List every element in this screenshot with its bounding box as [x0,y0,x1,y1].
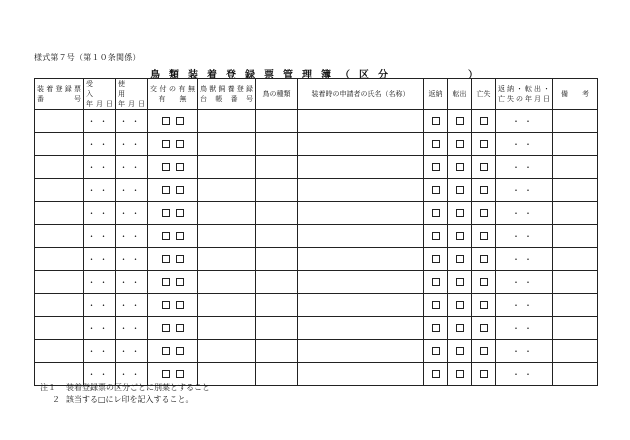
issuance-yes-checkbox[interactable] [162,232,170,240]
issuance-yes-checkbox[interactable] [162,324,170,332]
cell-permit-ledger-number[interactable] [198,133,256,156]
cell-received-date[interactable]: ・・ [84,156,116,179]
cell-species[interactable] [256,133,298,156]
cell-remarks[interactable] [553,110,598,133]
cell-transferred [448,248,472,271]
cell-applicant-name[interactable] [298,271,424,294]
cell-transferred [448,156,472,179]
cell-remarks[interactable] [553,202,598,225]
transferred-checkbox[interactable] [456,370,464,378]
returned-checkbox[interactable] [432,232,440,240]
table-row [35,225,598,248]
returned-checkbox[interactable] [432,324,440,332]
issuance-yes-checkbox[interactable] [162,140,170,148]
issuance-no-checkbox[interactable] [176,140,184,148]
died-checkbox[interactable] [480,347,488,355]
cell-received-date[interactable]: ・・ [84,294,116,317]
table-row [35,340,598,363]
cell-transferred [448,225,472,248]
cell-transferred [448,202,472,225]
died-checkbox[interactable] [480,186,488,194]
col-permit-ledger-number: 鳥獣飼養登録 台帳番号 [198,79,256,110]
cell-received-date[interactable]: ・・ [84,271,116,294]
cell-issuance [148,340,198,363]
cell-returned [424,248,448,271]
issuance-yes-checkbox[interactable] [162,301,170,309]
cell-species[interactable] [256,363,298,386]
cell-species[interactable] [256,317,298,340]
issuance-no-checkbox[interactable] [176,370,184,378]
cell-used-date[interactable]: ・・ [116,294,148,317]
cell-died [472,340,496,363]
cell-return-date[interactable]: ・・ [496,110,553,133]
col-used-date: 使 用 年月日 [116,79,148,110]
cell-remarks[interactable] [553,271,598,294]
cell-received-date[interactable]: ・・ [84,179,116,202]
cell-permit-ledger-number[interactable] [198,110,256,133]
cell-died [472,363,496,386]
transferred-checkbox[interactable] [456,255,464,263]
cell-species[interactable] [256,271,298,294]
returned-checkbox[interactable] [432,186,440,194]
cell-remarks[interactable] [553,363,598,386]
cell-applicant-name[interactable] [298,179,424,202]
issuance-no-checkbox[interactable] [176,117,184,125]
cell-registration-number[interactable] [35,294,84,317]
cell-returned [424,340,448,363]
form-number: 様式第７号（第１０条関係） [34,53,141,62]
issuance-yes-checkbox[interactable] [162,186,170,194]
col-died: 亡失 [472,79,496,110]
header-row [35,79,598,110]
cell-received-date[interactable]: ・・ [84,133,116,156]
died-checkbox[interactable] [480,255,488,263]
table-row [35,156,598,179]
cell-return-date[interactable]: ・・ [496,156,553,179]
cell-registration-number[interactable] [35,248,84,271]
cell-received-date[interactable]: ・・ [84,225,116,248]
col-species: 鳥の種類 [256,79,298,110]
cell-species[interactable] [256,225,298,248]
cell-issuance [148,179,198,202]
issuance-no-checkbox[interactable] [176,186,184,194]
col-received-date: 受 入 年月日 [84,79,116,110]
cell-transferred [448,110,472,133]
table-row [35,179,598,202]
cell-return-date[interactable]: ・・ [496,202,553,225]
table-row [35,248,598,271]
cell-died [472,110,496,133]
issuance-no-checkbox[interactable] [176,301,184,309]
col-issuance: 交付の有無 有 無 [148,79,198,110]
cell-species[interactable] [256,156,298,179]
table-row [35,271,598,294]
cell-registration-number[interactable] [35,110,84,133]
cell-received-date[interactable]: ・・ [84,248,116,271]
table-row [35,110,598,133]
cell-return-date[interactable]: ・・ [496,133,553,156]
title-close-paren: ） [468,70,478,81]
cell-applicant-name[interactable] [298,363,424,386]
cell-issuance [148,202,198,225]
returned-checkbox[interactable] [432,347,440,355]
cell-permit-ledger-number[interactable] [198,317,256,340]
cell-return-date[interactable]: ・・ [496,225,553,248]
col-return-date: 返納・転出・ 亡失の年月日 [496,79,553,110]
died-checkbox[interactable] [480,117,488,125]
transferred-checkbox[interactable] [456,140,464,148]
cell-used-date[interactable]: ・・ [116,271,148,294]
returned-checkbox[interactable] [432,163,440,171]
died-checkbox[interactable] [480,301,488,309]
cell-registration-number[interactable] [35,133,84,156]
cell-species[interactable] [256,202,298,225]
transferred-checkbox[interactable] [456,324,464,332]
issuance-no-checkbox[interactable] [176,324,184,332]
cell-issuance [148,248,198,271]
died-checkbox[interactable] [480,209,488,217]
returned-checkbox[interactable] [432,278,440,286]
cell-permit-ledger-number[interactable] [198,225,256,248]
cell-transferred [448,363,472,386]
cell-permit-ledger-number[interactable] [198,179,256,202]
cell-return-date[interactable]: ・・ [496,271,553,294]
cell-used-date[interactable]: ・・ [116,110,148,133]
cell-registration-number[interactable] [35,317,84,340]
cell-remarks[interactable] [553,294,598,317]
col-registration-number: 装着登録票 番 号 [35,79,84,110]
cell-remarks[interactable] [553,225,598,248]
cell-received-date[interactable]: ・・ [84,363,116,386]
cell-species[interactable] [256,294,298,317]
cell-issuance [148,294,198,317]
cell-died [472,225,496,248]
cell-applicant-name[interactable] [298,156,424,179]
cell-died [472,271,496,294]
died-checkbox[interactable] [480,232,488,240]
cell-returned [424,317,448,340]
cell-used-date[interactable]: ・・ [116,340,148,363]
table-row [35,294,598,317]
cell-return-date[interactable]: ・・ [496,363,553,386]
transferred-checkbox[interactable] [456,163,464,171]
issuance-yes-checkbox[interactable] [162,209,170,217]
table-row [35,202,598,225]
cell-issuance [148,271,198,294]
cell-species[interactable] [256,110,298,133]
cell-registration-number[interactable] [35,271,84,294]
cell-remarks[interactable] [553,317,598,340]
notes [40,382,210,406]
cell-died [472,133,496,156]
note-2: ２ 該当する□にレ印を記入すること。 [52,395,194,404]
cell-received-date[interactable]: ・・ [84,202,116,225]
died-checkbox[interactable] [480,370,488,378]
cell-died [472,202,496,225]
cell-used-date[interactable]: ・・ [116,363,148,386]
cell-died [472,156,496,179]
cell-returned [424,110,448,133]
returned-checkbox[interactable] [432,209,440,217]
died-checkbox[interactable] [480,140,488,148]
issuance-no-checkbox[interactable] [176,255,184,263]
cell-used-date[interactable]: ・・ [116,248,148,271]
col-returned: 返納 [424,79,448,110]
cell-return-date[interactable]: ・・ [496,340,553,363]
cell-issuance [148,317,198,340]
cell-issuance [148,225,198,248]
cell-transferred [448,294,472,317]
issuance-yes-checkbox[interactable] [162,278,170,286]
issuance-yes-checkbox[interactable] [162,347,170,355]
transferred-checkbox[interactable] [456,186,464,194]
issuance-yes-checkbox[interactable] [162,255,170,263]
cell-returned [424,294,448,317]
cell-applicant-name[interactable] [298,294,424,317]
cell-returned [424,133,448,156]
cell-transferred [448,179,472,202]
cell-returned [424,271,448,294]
issuance-yes-checkbox[interactable] [162,117,170,125]
cell-died [472,317,496,340]
issuance-no-checkbox[interactable] [176,347,184,355]
cell-returned [424,179,448,202]
transferred-checkbox[interactable] [456,347,464,355]
cell-return-date[interactable]: ・・ [496,317,553,340]
transferred-checkbox[interactable] [456,232,464,240]
issuance-yes-checkbox[interactable] [162,163,170,171]
cell-used-date[interactable]: ・・ [116,133,148,156]
table-row [35,133,598,156]
returned-checkbox[interactable] [432,255,440,263]
cell-return-date[interactable]: ・・ [496,248,553,271]
cell-transferred [448,271,472,294]
cell-used-date[interactable]: ・・ [116,317,148,340]
cell-transferred [448,133,472,156]
transferred-checkbox[interactable] [456,301,464,309]
cell-remarks[interactable] [553,179,598,202]
col-transferred: 転出 [448,79,472,110]
title-text: 鳥類装着登録票管理簿（区分 [150,70,397,81]
cell-died [472,294,496,317]
cell-died [472,179,496,202]
cell-registration-number[interactable] [35,202,84,225]
cell-remarks[interactable] [553,156,598,179]
issuance-no-checkbox[interactable] [176,163,184,171]
issuance-yes-checkbox[interactable] [162,370,170,378]
cell-registration-number[interactable] [35,156,84,179]
cell-received-date[interactable]: ・・ [84,340,116,363]
cell-remarks[interactable] [553,340,598,363]
died-checkbox[interactable] [480,324,488,332]
cell-used-date[interactable]: ・・ [116,179,148,202]
returned-checkbox[interactable] [432,370,440,378]
register-body [35,110,598,386]
died-checkbox[interactable] [480,163,488,171]
cell-used-date[interactable]: ・・ [116,225,148,248]
cell-return-date[interactable]: ・・ [496,179,553,202]
transferred-checkbox[interactable] [456,209,464,217]
returned-checkbox[interactable] [432,117,440,125]
cell-registration-number[interactable] [35,225,84,248]
cell-returned [424,363,448,386]
cell-received-date[interactable]: ・・ [84,317,116,340]
transferred-checkbox[interactable] [456,117,464,125]
cell-applicant-name[interactable] [298,202,424,225]
cell-applicant-name[interactable] [298,133,424,156]
cell-issuance [148,156,198,179]
issuance-no-checkbox[interactable] [176,209,184,217]
cell-return-date[interactable]: ・・ [496,294,553,317]
cell-used-date[interactable]: ・・ [116,202,148,225]
cell-permit-ledger-number[interactable] [198,271,256,294]
cell-applicant-name[interactable] [298,225,424,248]
cell-species[interactable] [256,179,298,202]
cell-received-date[interactable]: ・・ [84,110,116,133]
cell-remarks[interactable] [553,133,598,156]
col-remarks: 備 考 [553,79,598,110]
cell-died [472,248,496,271]
cell-permit-ledger-number[interactable] [198,294,256,317]
cell-remarks[interactable] [553,248,598,271]
died-checkbox[interactable] [480,278,488,286]
cell-transferred [448,340,472,363]
cell-applicant-name[interactable] [298,248,424,271]
cell-applicant-name[interactable] [298,110,424,133]
table-row [35,317,598,340]
cell-registration-number[interactable] [35,340,84,363]
cell-applicant-name[interactable] [298,340,424,363]
cell-issuance [148,133,198,156]
cell-permit-ledger-number[interactable] [198,202,256,225]
cell-permit-ledger-number[interactable] [198,156,256,179]
cell-registration-number[interactable] [35,179,84,202]
issuance-no-checkbox[interactable] [176,232,184,240]
issuance-no-checkbox[interactable] [176,278,184,286]
returned-checkbox[interactable] [432,301,440,309]
cell-applicant-name[interactable] [298,317,424,340]
returned-checkbox[interactable] [432,140,440,148]
transferred-checkbox[interactable] [456,278,464,286]
cell-issuance [148,110,198,133]
cell-permit-ledger-number[interactable] [198,248,256,271]
cell-returned [424,156,448,179]
cell-returned [424,225,448,248]
cell-permit-ledger-number[interactable] [198,340,256,363]
cell-transferred [448,317,472,340]
cell-used-date[interactable]: ・・ [116,156,148,179]
register-table [34,78,598,386]
note-1: 注１ 装着登録票の区分ごとに別葉とすること [40,383,210,392]
col-applicant-name: 装着時の申請者の氏名（名称） [298,79,424,110]
cell-species[interactable] [256,248,298,271]
cell-returned [424,202,448,225]
cell-species[interactable] [256,340,298,363]
